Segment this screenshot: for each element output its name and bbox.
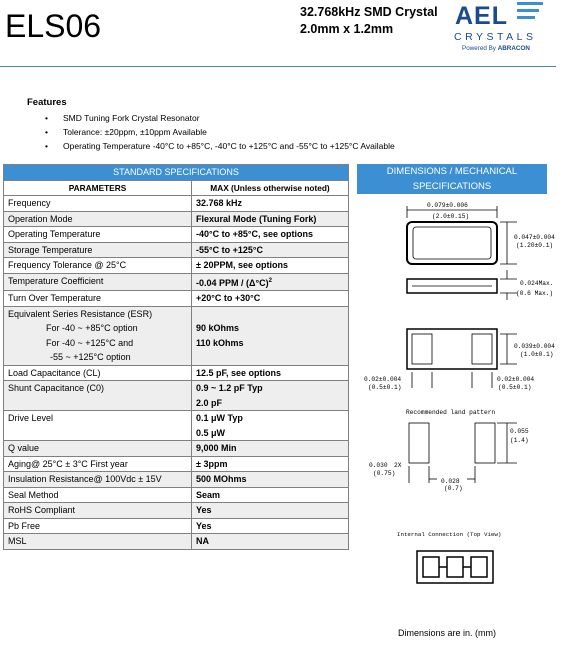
- table-row: [4, 381, 349, 411]
- value-cell: Yes: [192, 503, 349, 519]
- param-cell: Storage Temperature: [4, 242, 192, 258]
- dimensions-note: Dimensions are in. (mm): [398, 628, 497, 638]
- value-cell: 0.9 ~ 1.2 pF Typ 2.0 pF: [192, 381, 349, 411]
- feature-item: • Operating Temperature -40°C to +85°C, -40°C to +125°C and -55°C to +125°C Available: [63, 139, 395, 153]
- features-title: Features: [27, 97, 67, 108]
- svg-text:0.039±0.004: 0.039±0.004: [514, 343, 555, 350]
- value-cell: Yes: [192, 518, 349, 534]
- svg-text:0.02±0.004: 0.02±0.004: [364, 376, 402, 383]
- logo-text: AEL: [455, 2, 508, 30]
- table-row: [4, 487, 349, 503]
- table-row: [4, 306, 349, 365]
- value-cell: Seam: [192, 487, 349, 503]
- value-cell: Flexural Mode (Tuning Fork): [192, 211, 349, 227]
- value-cell: ± 20PPM, see options: [192, 258, 349, 274]
- value-cell: -40°C to +85°C, see options: [192, 227, 349, 243]
- param-cell: Load Capacitance (CL): [4, 365, 192, 381]
- specifications-table: [3, 164, 349, 550]
- table-row: [4, 411, 349, 441]
- feature-item: • Tolerance: ±20ppm, ±10ppm Available: [63, 125, 395, 139]
- svg-text:0.055: 0.055: [510, 428, 529, 435]
- table-row: [4, 441, 349, 457]
- svg-text:Recommended land pattern: Recommended land pattern: [406, 409, 496, 416]
- col-max: MAX (Unless otherwise noted): [192, 180, 349, 196]
- table-row: [4, 518, 349, 534]
- param-cell: MSL: [4, 534, 192, 550]
- value-cell: 12.5 pF, see options: [192, 365, 349, 381]
- svg-text:0.02±0.004: 0.02±0.004: [497, 376, 535, 383]
- svg-text:(1.0±0.1): (1.0±0.1): [520, 351, 554, 358]
- svg-text:2X: 2X: [394, 462, 402, 469]
- land-pad-left: [409, 423, 429, 463]
- logo-bar-top: [517, 2, 543, 5]
- value-cell: 0.1 μW Typ 0.5 μW: [192, 411, 349, 441]
- param-cell: Equivalent Series Resistance (ESR) For -40 ~ +85°C option For -40 ~ +125°C and -55 ~ +125°C option: [4, 306, 192, 365]
- table-row: [4, 534, 349, 550]
- svg-text:(0.5±0.1): (0.5±0.1): [368, 384, 402, 391]
- table-row: [4, 365, 349, 381]
- value-cell: +20°C to +30°C: [192, 291, 349, 307]
- pad-left: [412, 334, 432, 364]
- param-cell: Frequency Tolerance @ 25°C: [4, 258, 192, 274]
- svg-text:0.047±0.004: 0.047±0.004: [514, 234, 555, 241]
- svg-text:(0.6 Max.): (0.6 Max.): [516, 290, 554, 297]
- table-row: [4, 273, 349, 291]
- powered-brand: ABRACON: [497, 45, 530, 52]
- svg-text:(2.0±0.15): (2.0±0.15): [432, 213, 470, 220]
- svg-text:(1.4): (1.4): [510, 437, 529, 444]
- value-cell: -55°C to +125°C: [192, 242, 349, 258]
- svg-text:0.030: 0.030: [369, 462, 388, 469]
- land-pad-right: [475, 423, 495, 463]
- mechanical-drawing: [357, 196, 557, 601]
- table-row: [4, 196, 349, 212]
- value-cell: 90 kOhms 110 kOhms: [192, 306, 349, 365]
- package-lid: [413, 227, 491, 259]
- value-cell: -0.04 PPM / $(\Delta^\circ C)^2$: [192, 273, 349, 291]
- svg-text:(0.7): (0.7): [444, 485, 463, 492]
- logo-bar-middle: [517, 9, 539, 12]
- param-cell: RoHS Compliant: [4, 503, 192, 519]
- table-row: [4, 472, 349, 488]
- param-cell: Pb Free: [4, 518, 192, 534]
- svg-text:(0.75): (0.75): [373, 470, 396, 477]
- param-cell: Drive Level: [4, 411, 192, 441]
- svg-text:(1.20±0.1): (1.20±0.1): [516, 242, 554, 249]
- value-cell: NA: [192, 534, 349, 550]
- logo-subtext: CRYSTALS: [454, 31, 537, 43]
- header-divider: [0, 66, 556, 67]
- param-cell: Shunt Capacitance (C0): [4, 381, 192, 411]
- svg-text:Internal Connection (Top View): Internal Connection (Top View): [397, 531, 502, 538]
- table-row: [4, 503, 349, 519]
- internal-package: [417, 551, 493, 583]
- powered-prefix: Powered By: [462, 45, 496, 52]
- svg-text:0.079±0.006: 0.079±0.006: [427, 202, 468, 209]
- table-row: [4, 291, 349, 307]
- powered-by: [462, 45, 530, 52]
- pad-right: [472, 334, 492, 364]
- table-row: [4, 258, 349, 274]
- product-description: 32.768kHz SMD Crystal: [300, 5, 438, 19]
- svg-text:(0.5±0.1): (0.5±0.1): [498, 384, 532, 391]
- table-row: [4, 227, 349, 243]
- param-cell: Frequency: [4, 196, 192, 212]
- table-row: [4, 242, 349, 258]
- product-size: 2.0mm x 1.2mm: [300, 22, 394, 36]
- param-cell: Turn Over Temperature: [4, 291, 192, 307]
- value-cell: 500 MOhms: [192, 472, 349, 488]
- part-number-title: ELS06: [5, 8, 102, 44]
- svg-text:0.028: 0.028: [441, 478, 460, 485]
- feature-item: • SMD Tuning Fork Crystal Resonator: [63, 111, 395, 125]
- package-top-view: [407, 222, 497, 264]
- value-cell: 9,000 Min: [192, 441, 349, 457]
- table-row: [4, 211, 349, 227]
- crystal-element: [447, 557, 463, 577]
- param-cell: Aging@ 25°C ± 3°C First year: [4, 456, 192, 472]
- spec-table-title: STANDARD SPECIFICATIONS: [4, 165, 349, 181]
- param-cell: Insulation Resistance@ 100Vdc ± 15V: [4, 472, 192, 488]
- col-parameters: PARAMETERS: [4, 180, 192, 196]
- features-list: [63, 111, 395, 153]
- package-bottom-view: [407, 329, 497, 369]
- param-cell: Seal Method: [4, 487, 192, 503]
- dimensions-title: DIMENSIONS / MECHANICAL SPECIFICATIONS: [357, 164, 547, 194]
- logo-bar-bottom: [517, 16, 535, 19]
- param-cell: Q value: [4, 441, 192, 457]
- svg-text:0.024Max.: 0.024Max.: [520, 280, 554, 287]
- value-cell: ± 3ppm: [192, 456, 349, 472]
- param-cell: Operating Temperature: [4, 227, 192, 243]
- table-row: [4, 456, 349, 472]
- param-cell: Temperature Coefficient: [4, 273, 192, 291]
- param-cell: Operation Mode: [4, 211, 192, 227]
- value-cell: 32.768 kHz: [192, 196, 349, 212]
